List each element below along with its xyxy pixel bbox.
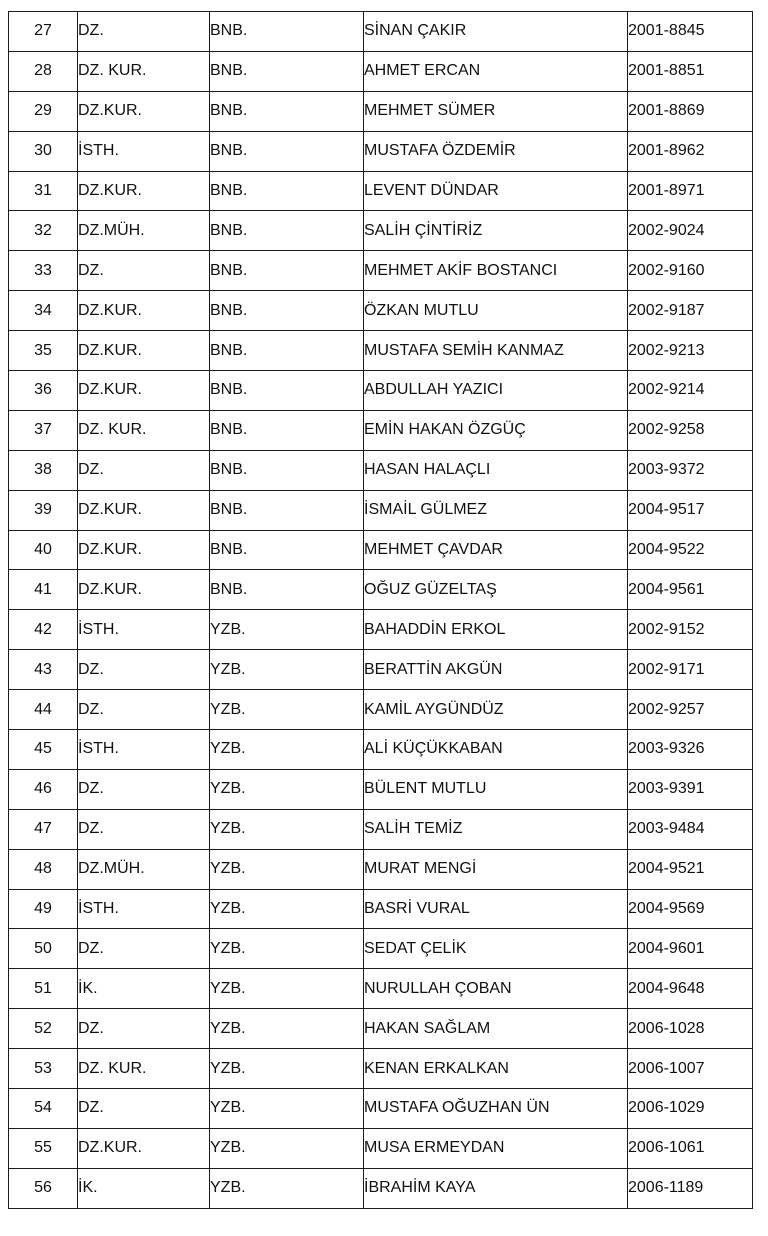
person-name-cell: HAKAN SAĞLAM bbox=[364, 1009, 628, 1049]
table-row bbox=[9, 51, 753, 91]
person-name-cell: MURAT MENGİ bbox=[364, 849, 628, 889]
person-name-cell: ÖZKAN MUTLU bbox=[364, 291, 628, 331]
row-number-cell: 37 bbox=[9, 410, 78, 450]
person-name-cell: HASAN HALAÇLI bbox=[364, 450, 628, 490]
registry-number-cell: 2002-9214 bbox=[628, 371, 753, 411]
registry-number-cell: 2004-9601 bbox=[628, 929, 753, 969]
branch-cell: DZ. bbox=[78, 690, 210, 730]
person-name-cell: İSMAİL GÜLMEZ bbox=[364, 490, 628, 530]
person-name-cell: MUSA ERMEYDAN bbox=[364, 1128, 628, 1168]
row-number-cell: 30 bbox=[9, 131, 78, 171]
branch-cell: DZ. bbox=[78, 450, 210, 490]
rank-cell: YZB. bbox=[210, 849, 364, 889]
person-name-cell: OĞUZ GÜZELTAŞ bbox=[364, 570, 628, 610]
branch-cell: İSTH. bbox=[78, 131, 210, 171]
branch-cell: DZ.MÜH. bbox=[78, 849, 210, 889]
person-name-cell: KENAN ERKALKAN bbox=[364, 1049, 628, 1089]
rank-cell: BNB. bbox=[210, 131, 364, 171]
registry-number-cell: 2006-1029 bbox=[628, 1089, 753, 1129]
table-row bbox=[9, 131, 753, 171]
table-row bbox=[9, 331, 753, 371]
rank-cell: BNB. bbox=[210, 570, 364, 610]
branch-cell: DZ. KUR. bbox=[78, 410, 210, 450]
registry-number-cell: 2003-9326 bbox=[628, 730, 753, 770]
registry-number-cell: 2002-9187 bbox=[628, 291, 753, 331]
row-number-cell: 41 bbox=[9, 570, 78, 610]
branch-cell: DZ. bbox=[78, 769, 210, 809]
row-number-cell: 46 bbox=[9, 769, 78, 809]
registry-number-cell: 2002-9257 bbox=[628, 690, 753, 730]
person-name-cell: ABDULLAH YAZICI bbox=[364, 371, 628, 411]
table-row bbox=[9, 371, 753, 411]
personnel-table-body bbox=[9, 12, 753, 1209]
table-row bbox=[9, 211, 753, 251]
table-row bbox=[9, 849, 753, 889]
row-number-cell: 39 bbox=[9, 490, 78, 530]
person-name-cell: AHMET ERCAN bbox=[364, 51, 628, 91]
person-name-cell: MEHMET SÜMER bbox=[364, 91, 628, 131]
branch-cell: DZ.KUR. bbox=[78, 570, 210, 610]
registry-number-cell: 2001-8971 bbox=[628, 171, 753, 211]
rank-cell: BNB. bbox=[210, 331, 364, 371]
rank-cell: YZB. bbox=[210, 1128, 364, 1168]
row-number-cell: 38 bbox=[9, 450, 78, 490]
row-number-cell: 45 bbox=[9, 730, 78, 770]
table-row bbox=[9, 91, 753, 131]
table-row bbox=[9, 251, 753, 291]
table-row bbox=[9, 1089, 753, 1129]
table-row bbox=[9, 1049, 753, 1089]
registry-number-cell: 2003-9372 bbox=[628, 450, 753, 490]
branch-cell: DZ. KUR. bbox=[78, 51, 210, 91]
row-number-cell: 35 bbox=[9, 331, 78, 371]
table-row bbox=[9, 490, 753, 530]
rank-cell: YZB. bbox=[210, 730, 364, 770]
rank-cell: YZB. bbox=[210, 1049, 364, 1089]
branch-cell: DZ.KUR. bbox=[78, 91, 210, 131]
row-number-cell: 54 bbox=[9, 1089, 78, 1129]
branch-cell: İK. bbox=[78, 1168, 210, 1208]
table-row bbox=[9, 730, 753, 770]
table-row bbox=[9, 530, 753, 570]
table-row bbox=[9, 889, 753, 929]
rank-cell: BNB. bbox=[210, 171, 364, 211]
table-row bbox=[9, 171, 753, 211]
registry-number-cell: 2004-9561 bbox=[628, 570, 753, 610]
person-name-cell: EMİN HAKAN ÖZGÜÇ bbox=[364, 410, 628, 450]
table-row bbox=[9, 610, 753, 650]
row-number-cell: 55 bbox=[9, 1128, 78, 1168]
table-row bbox=[9, 650, 753, 690]
registry-number-cell: 2004-9648 bbox=[628, 969, 753, 1009]
row-number-cell: 56 bbox=[9, 1168, 78, 1208]
row-number-cell: 43 bbox=[9, 650, 78, 690]
rank-cell: BNB. bbox=[210, 12, 364, 52]
registry-number-cell: 2004-9522 bbox=[628, 530, 753, 570]
person-name-cell: SALİH TEMİZ bbox=[364, 809, 628, 849]
registry-number-cell: 2002-9213 bbox=[628, 331, 753, 371]
rank-cell: YZB. bbox=[210, 929, 364, 969]
registry-number-cell: 2006-1189 bbox=[628, 1168, 753, 1208]
registry-number-cell: 2006-1028 bbox=[628, 1009, 753, 1049]
table-row bbox=[9, 570, 753, 610]
rank-cell: BNB. bbox=[210, 410, 364, 450]
row-number-cell: 51 bbox=[9, 969, 78, 1009]
branch-cell: DZ. bbox=[78, 650, 210, 690]
rank-cell: YZB. bbox=[210, 1009, 364, 1049]
branch-cell: DZ. bbox=[78, 1009, 210, 1049]
person-name-cell: BERATTİN AKGÜN bbox=[364, 650, 628, 690]
table-row bbox=[9, 1128, 753, 1168]
branch-cell: DZ. bbox=[78, 1089, 210, 1129]
person-name-cell: MEHMET ÇAVDAR bbox=[364, 530, 628, 570]
row-number-cell: 52 bbox=[9, 1009, 78, 1049]
person-name-cell: SALİH ÇİNTİRİZ bbox=[364, 211, 628, 251]
row-number-cell: 31 bbox=[9, 171, 78, 211]
registry-number-cell: 2006-1061 bbox=[628, 1128, 753, 1168]
registry-number-cell: 2002-9152 bbox=[628, 610, 753, 650]
rank-cell: YZB. bbox=[210, 1168, 364, 1208]
rank-cell: BNB. bbox=[210, 450, 364, 490]
rank-cell: YZB. bbox=[210, 809, 364, 849]
branch-cell: DZ.KUR. bbox=[78, 171, 210, 211]
table-row bbox=[9, 929, 753, 969]
row-number-cell: 42 bbox=[9, 610, 78, 650]
table-row bbox=[9, 690, 753, 730]
person-name-cell: BAHADDİN ERKOL bbox=[364, 610, 628, 650]
table-row bbox=[9, 1009, 753, 1049]
rank-cell: BNB. bbox=[210, 490, 364, 530]
rank-cell: BNB. bbox=[210, 371, 364, 411]
table-row bbox=[9, 450, 753, 490]
row-number-cell: 28 bbox=[9, 51, 78, 91]
rank-cell: BNB. bbox=[210, 251, 364, 291]
rank-cell: YZB. bbox=[210, 969, 364, 1009]
registry-number-cell: 2004-9517 bbox=[628, 490, 753, 530]
person-name-cell: KAMİL AYGÜNDÜZ bbox=[364, 690, 628, 730]
table-row bbox=[9, 291, 753, 331]
registry-number-cell: 2002-9171 bbox=[628, 650, 753, 690]
row-number-cell: 33 bbox=[9, 251, 78, 291]
rank-cell: BNB. bbox=[210, 51, 364, 91]
registry-number-cell: 2004-9569 bbox=[628, 889, 753, 929]
registry-number-cell: 2001-8851 bbox=[628, 51, 753, 91]
registry-number-cell: 2001-8962 bbox=[628, 131, 753, 171]
person-name-cell: SEDAT ÇELİK bbox=[364, 929, 628, 969]
registry-number-cell: 2006-1007 bbox=[628, 1049, 753, 1089]
branch-cell: DZ. bbox=[78, 809, 210, 849]
branch-cell: DZ. bbox=[78, 12, 210, 52]
branch-cell: İK. bbox=[78, 969, 210, 1009]
table-row bbox=[9, 769, 753, 809]
registry-number-cell: 2004-9521 bbox=[628, 849, 753, 889]
branch-cell: DZ.KUR. bbox=[78, 291, 210, 331]
registry-number-cell: 2002-9258 bbox=[628, 410, 753, 450]
branch-cell: İSTH. bbox=[78, 889, 210, 929]
rank-cell: YZB. bbox=[210, 650, 364, 690]
branch-cell: DZ. bbox=[78, 251, 210, 291]
table-row bbox=[9, 1168, 753, 1208]
registry-number-cell: 2002-9024 bbox=[628, 211, 753, 251]
row-number-cell: 49 bbox=[9, 889, 78, 929]
branch-cell: İSTH. bbox=[78, 610, 210, 650]
person-name-cell: LEVENT DÜNDAR bbox=[364, 171, 628, 211]
row-number-cell: 47 bbox=[9, 809, 78, 849]
person-name-cell: İBRAHİM KAYA bbox=[364, 1168, 628, 1208]
rank-cell: YZB. bbox=[210, 610, 364, 650]
table-row bbox=[9, 809, 753, 849]
rank-cell: YZB. bbox=[210, 690, 364, 730]
rank-cell: YZB. bbox=[210, 1089, 364, 1129]
branch-cell: DZ.KUR. bbox=[78, 371, 210, 411]
rank-cell: BNB. bbox=[210, 530, 364, 570]
rank-cell: YZB. bbox=[210, 769, 364, 809]
branch-cell: DZ. KUR. bbox=[78, 1049, 210, 1089]
branch-cell: İSTH. bbox=[78, 730, 210, 770]
personnel-table bbox=[8, 11, 753, 1209]
registry-number-cell: 2002-9160 bbox=[628, 251, 753, 291]
person-name-cell: SİNAN ÇAKIR bbox=[364, 12, 628, 52]
row-number-cell: 40 bbox=[9, 530, 78, 570]
row-number-cell: 36 bbox=[9, 371, 78, 411]
person-name-cell: MEHMET AKİF BOSTANCI bbox=[364, 251, 628, 291]
table-row bbox=[9, 410, 753, 450]
branch-cell: DZ.KUR. bbox=[78, 331, 210, 371]
person-name-cell: BASRİ VURAL bbox=[364, 889, 628, 929]
person-name-cell: MUSTAFA ÖZDEMİR bbox=[364, 131, 628, 171]
row-number-cell: 48 bbox=[9, 849, 78, 889]
person-name-cell: ALİ KÜÇÜKKABAN bbox=[364, 730, 628, 770]
branch-cell: DZ.KUR. bbox=[78, 490, 210, 530]
row-number-cell: 27 bbox=[9, 12, 78, 52]
row-number-cell: 50 bbox=[9, 929, 78, 969]
row-number-cell: 32 bbox=[9, 211, 78, 251]
registry-number-cell: 2001-8845 bbox=[628, 12, 753, 52]
registry-number-cell: 2001-8869 bbox=[628, 91, 753, 131]
rank-cell: YZB. bbox=[210, 889, 364, 929]
person-name-cell: BÜLENT MUTLU bbox=[364, 769, 628, 809]
person-name-cell: MUSTAFA OĞUZHAN ÜN bbox=[364, 1089, 628, 1129]
branch-cell: DZ.MÜH. bbox=[78, 211, 210, 251]
rank-cell: BNB. bbox=[210, 211, 364, 251]
row-number-cell: 29 bbox=[9, 91, 78, 131]
rank-cell: BNB. bbox=[210, 291, 364, 331]
row-number-cell: 53 bbox=[9, 1049, 78, 1089]
branch-cell: DZ.KUR. bbox=[78, 1128, 210, 1168]
branch-cell: DZ. bbox=[78, 929, 210, 969]
table-row bbox=[9, 969, 753, 1009]
registry-number-cell: 2003-9484 bbox=[628, 809, 753, 849]
row-number-cell: 44 bbox=[9, 690, 78, 730]
branch-cell: DZ.KUR. bbox=[78, 530, 210, 570]
table-row bbox=[9, 12, 753, 52]
rank-cell: BNB. bbox=[210, 91, 364, 131]
row-number-cell: 34 bbox=[9, 291, 78, 331]
person-name-cell: NURULLAH ÇOBAN bbox=[364, 969, 628, 1009]
person-name-cell: MUSTAFA SEMİH KANMAZ bbox=[364, 331, 628, 371]
registry-number-cell: 2003-9391 bbox=[628, 769, 753, 809]
